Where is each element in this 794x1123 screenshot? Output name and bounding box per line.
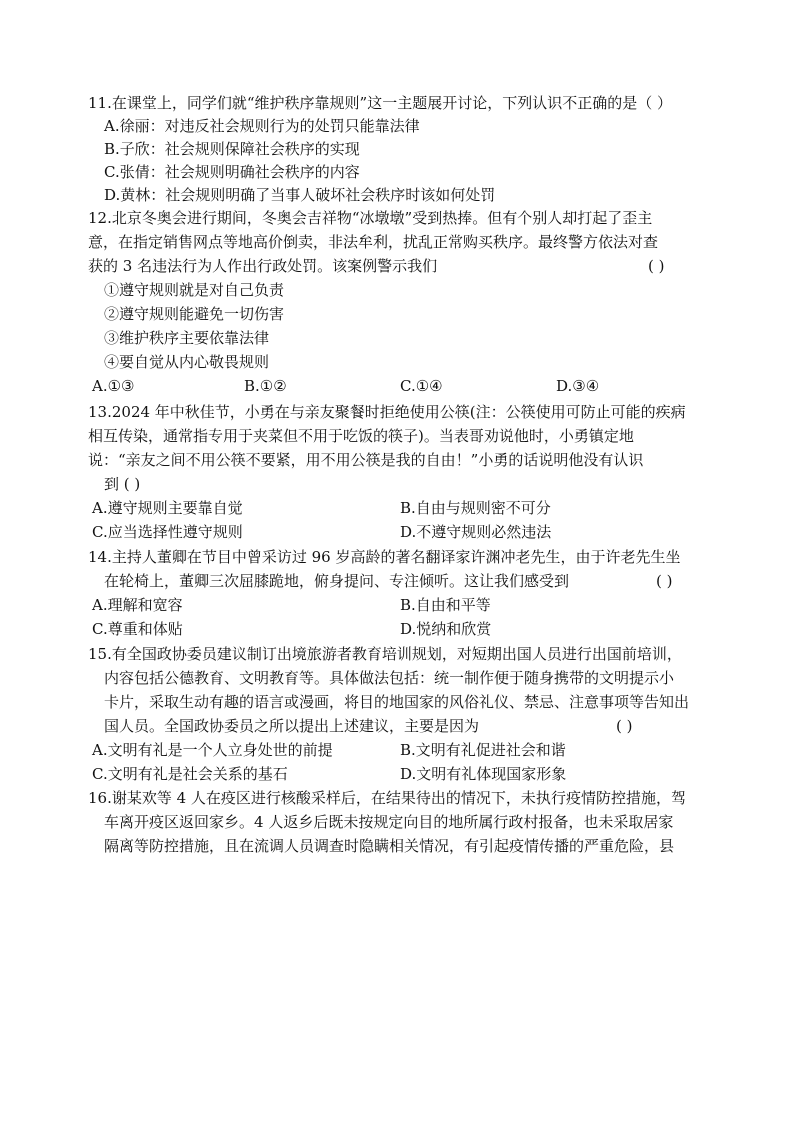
q16-stem-line-1: 16.谢某欢等 4 人在疫区进行核酸采样后，在结果待出的情况下，未执行疫情防控措施，驾 <box>88 789 686 807</box>
q14-option-d: D.悦纳和欣赏 <box>400 620 492 638</box>
q14-option-a: A.理解和宽容 <box>92 596 183 614</box>
q12-stem-line-3: 获的 3 名违法行为人作出行政处罚。该案例警示我们 <box>88 257 438 275</box>
q15-stem-line-1: 15.有全国政协委员建议制订出境旅游者教育培训规划，对短期出国人员进行出国前培训， <box>88 645 682 663</box>
q12-option-a: A.①③ <box>92 377 135 395</box>
q16-stem-line-3: 隔离等防控措施，且在流调人员调查时隐瞒相关情况，有引起疫情传播的严重危险，县 <box>104 837 675 855</box>
q12-stem-line-2: 意，在指定销售网点等地高价倒卖，非法牟利，扰乱正常购买秩序。最终警方依法对查 <box>88 233 659 251</box>
q12-option-c: C.①④ <box>400 377 443 395</box>
q15-option-c: C.文明有礼是社会关系的基石 <box>92 765 288 783</box>
q13-stem-line-2: 相互传染，通常指专用于夹菜但不用于吃饭的筷子)。当表哥劝说他时，小勇镇定地 <box>88 427 634 445</box>
q14-option-b: B.自由和平等 <box>400 596 491 614</box>
q15-option-d: D.文明有礼体现国家形象 <box>400 765 567 783</box>
q14-stem-line-2: 在轮椅上，董卿三次屈膝跪地，俯身提问、专注倾听。这让我们感受到 <box>104 572 570 590</box>
q15-option-b: B.文明有礼促进社会和谐 <box>400 741 566 759</box>
q13-stem-line-1: 13.2024 年中秋佳节，小勇在与亲友聚餐时拒绝使用公筷(注：公筷使用可防止可能的疾病 <box>88 403 686 421</box>
q11-option-c: C.张倩：社会规则明确社会秩序的内容 <box>104 163 360 181</box>
q12-option-d: D.③④ <box>556 377 600 395</box>
q11-option-b: B.子欣：社会规则保障社会秩序的实现 <box>104 140 360 158</box>
q12-item-2: ②遵守规则能避免一切伤害 <box>104 305 285 323</box>
q11-stem: 11.在课堂上，同学们就“维护秩序靠规则”这一主题展开讨论，下列认识不正确的是（ ） <box>88 94 672 112</box>
q13-stem-line-3: 说：“亲友之间不用公筷不要紧，用不用公筷是我的自由！”小勇的话说明他没有认识 <box>88 451 644 469</box>
q12-stem-line-1: 12.北京冬奥会进行期间，冬奥会吉祥物“冰墩墩”受到热捧。但有个别人却打起了歪主 <box>88 209 653 227</box>
q13-stem-line-4: 到 ( ) <box>104 475 141 493</box>
q13-option-a: A.遵守规则主要靠自觉 <box>92 499 243 517</box>
q12-item-3: ③维护秩序主要依靠法律 <box>104 329 270 347</box>
q12-item-4: ④要自觉从内心敬畏规则 <box>104 353 270 371</box>
q16-stem-line-2: 车离开疫区返回家乡。4 人返乡后既未按规定向目的地所属行政村报备，也未采取居家 <box>104 813 674 831</box>
q13-option-c: C.应当选择性遵守规则 <box>92 523 243 541</box>
q12-answer-paren: ( ) <box>648 257 665 275</box>
q14-answer-paren: ( ) <box>656 572 673 590</box>
q12-option-b: B.①② <box>244 377 287 395</box>
q15-stem-line-4: 国人员。全国政协委员之所以提出上述建议，主要是因为 <box>104 717 480 735</box>
q15-option-a: A.文明有礼是一个人立身处世的前提 <box>92 741 333 759</box>
q14-stem-line-1: 14.主持人董卿在节目中曾采访过 96 岁高龄的著名翻译家许渊冲老先生，由于许老先生坐 <box>88 548 681 566</box>
q15-answer-paren: ( ) <box>616 717 633 735</box>
q13-option-b: B.自由与规则密不可分 <box>400 499 551 517</box>
q11-option-d: D.黄林：社会规则明确了当事人破坏社会秩序时该如何处罚 <box>104 186 496 204</box>
q15-stem-line-3: 卡片，采取生动有趣的语言或漫画，将目的地国家的风俗礼仪、禁忌、注意事项等告知出 <box>104 693 690 711</box>
q15-stem-line-2: 内容包括公德教育、文明教育等。具体做法包括：统一制作便于随身携带的文明提示小 <box>104 669 675 687</box>
q14-option-c: C.尊重和体贴 <box>92 620 183 638</box>
q12-item-1: ①遵守规则就是对自己负责 <box>104 281 285 299</box>
q11-option-a: A.徐丽：对违反社会规则行为的处罚只能靠法律 <box>104 117 420 135</box>
q13-option-d: D.不遵守规则必然违法 <box>400 523 552 541</box>
